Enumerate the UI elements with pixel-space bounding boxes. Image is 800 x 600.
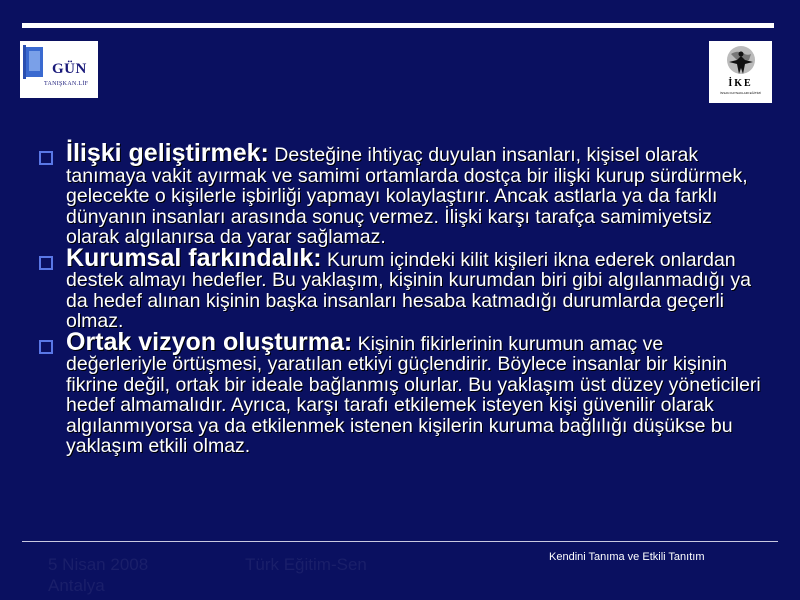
gun-logo bbox=[20, 41, 98, 98]
bullet-item-kurumsal bbox=[36, 243, 761, 332]
footer-presentation-title: Kendini Tanıma ve Etkili Tanıtım bbox=[549, 551, 705, 563]
square-bullet-icon bbox=[39, 151, 53, 165]
bullet-item-iliski bbox=[36, 139, 761, 248]
footer-divider bbox=[22, 541, 778, 542]
ike-logo-text: İKE bbox=[728, 78, 753, 89]
square-bullet-icon bbox=[39, 340, 53, 354]
bullet-text: Kişinin fikirlerinin kurumun amaç ve değerleriyle örtüşmesi, yaratılan etkiyi güçlendirir. Böylece insanlar bir kişinin fikrine değil, ortak bir ideale bağlanmış olurlar. Bu yaklaşım üst düzey yöneticileri hedef almamalıdır. Ayrıca, karşı tarafı etkilemek isteyen kişi güvenilir olarak algılanmıyorsa ya da etkilenmek istenen kişilerin kuruma bağlılığı düşükse bu yaklaşım etkili olmaz. bbox=[66, 332, 761, 457]
footer-organization: Türk Eğitim-Sen bbox=[245, 555, 367, 574]
footer-date-line2: Antalya bbox=[48, 576, 105, 595]
square-bullet-icon bbox=[39, 256, 53, 270]
globe-figure-icon bbox=[723, 44, 759, 80]
bullet-list bbox=[36, 139, 761, 457]
footer-date bbox=[48, 554, 148, 596]
bullet-title: Ortak vizyon oluşturma: bbox=[66, 327, 353, 356]
book-icon bbox=[23, 45, 45, 79]
bullet-text: Kurum içindeki kilit kişileri ikna ederek onlardan destek almayı hedefler. Bu yaklaşım, kişinin kurumdan biri gibi algılanmadığı ya da hedef alınan kişinin başka insanları hesaba katmadığı durumlarda geçerli olmaz. bbox=[66, 248, 752, 332]
bullet-text: Desteğine ihtiyaç duyulan insanları, kişisel olarak tanımaya vakit ayırmak ve samimi ortamlarda dostça bir ilişki kurup sürdürmek, gelecekte o kişilerle işbirliği yapmayı kolaylaştırır. Ancak astlarla ya da farklı dünyanın insanları arasında sonuç vermez. İlişki karşı tarafça samimiyetsiz olarak algılanırsa da yarar sağlamaz. bbox=[66, 144, 748, 248]
gun-logo-subtext: TANIŞKAN.LİF bbox=[44, 81, 89, 87]
footer-date-line1: 5 Nisan 2008 bbox=[48, 555, 149, 574]
gun-logo-text: GÜN bbox=[52, 61, 87, 77]
bullet-title: İlişki geliştirmek: bbox=[66, 139, 269, 167]
bullet-item-ortak bbox=[36, 327, 761, 457]
top-divider bbox=[22, 23, 774, 28]
ike-logo-subtext: İNSAN KAYNAKLARI EĞİTİMİ bbox=[720, 91, 761, 95]
bullet-title: Kurumsal farkındalık: bbox=[66, 243, 322, 272]
ike-logo bbox=[709, 41, 772, 103]
